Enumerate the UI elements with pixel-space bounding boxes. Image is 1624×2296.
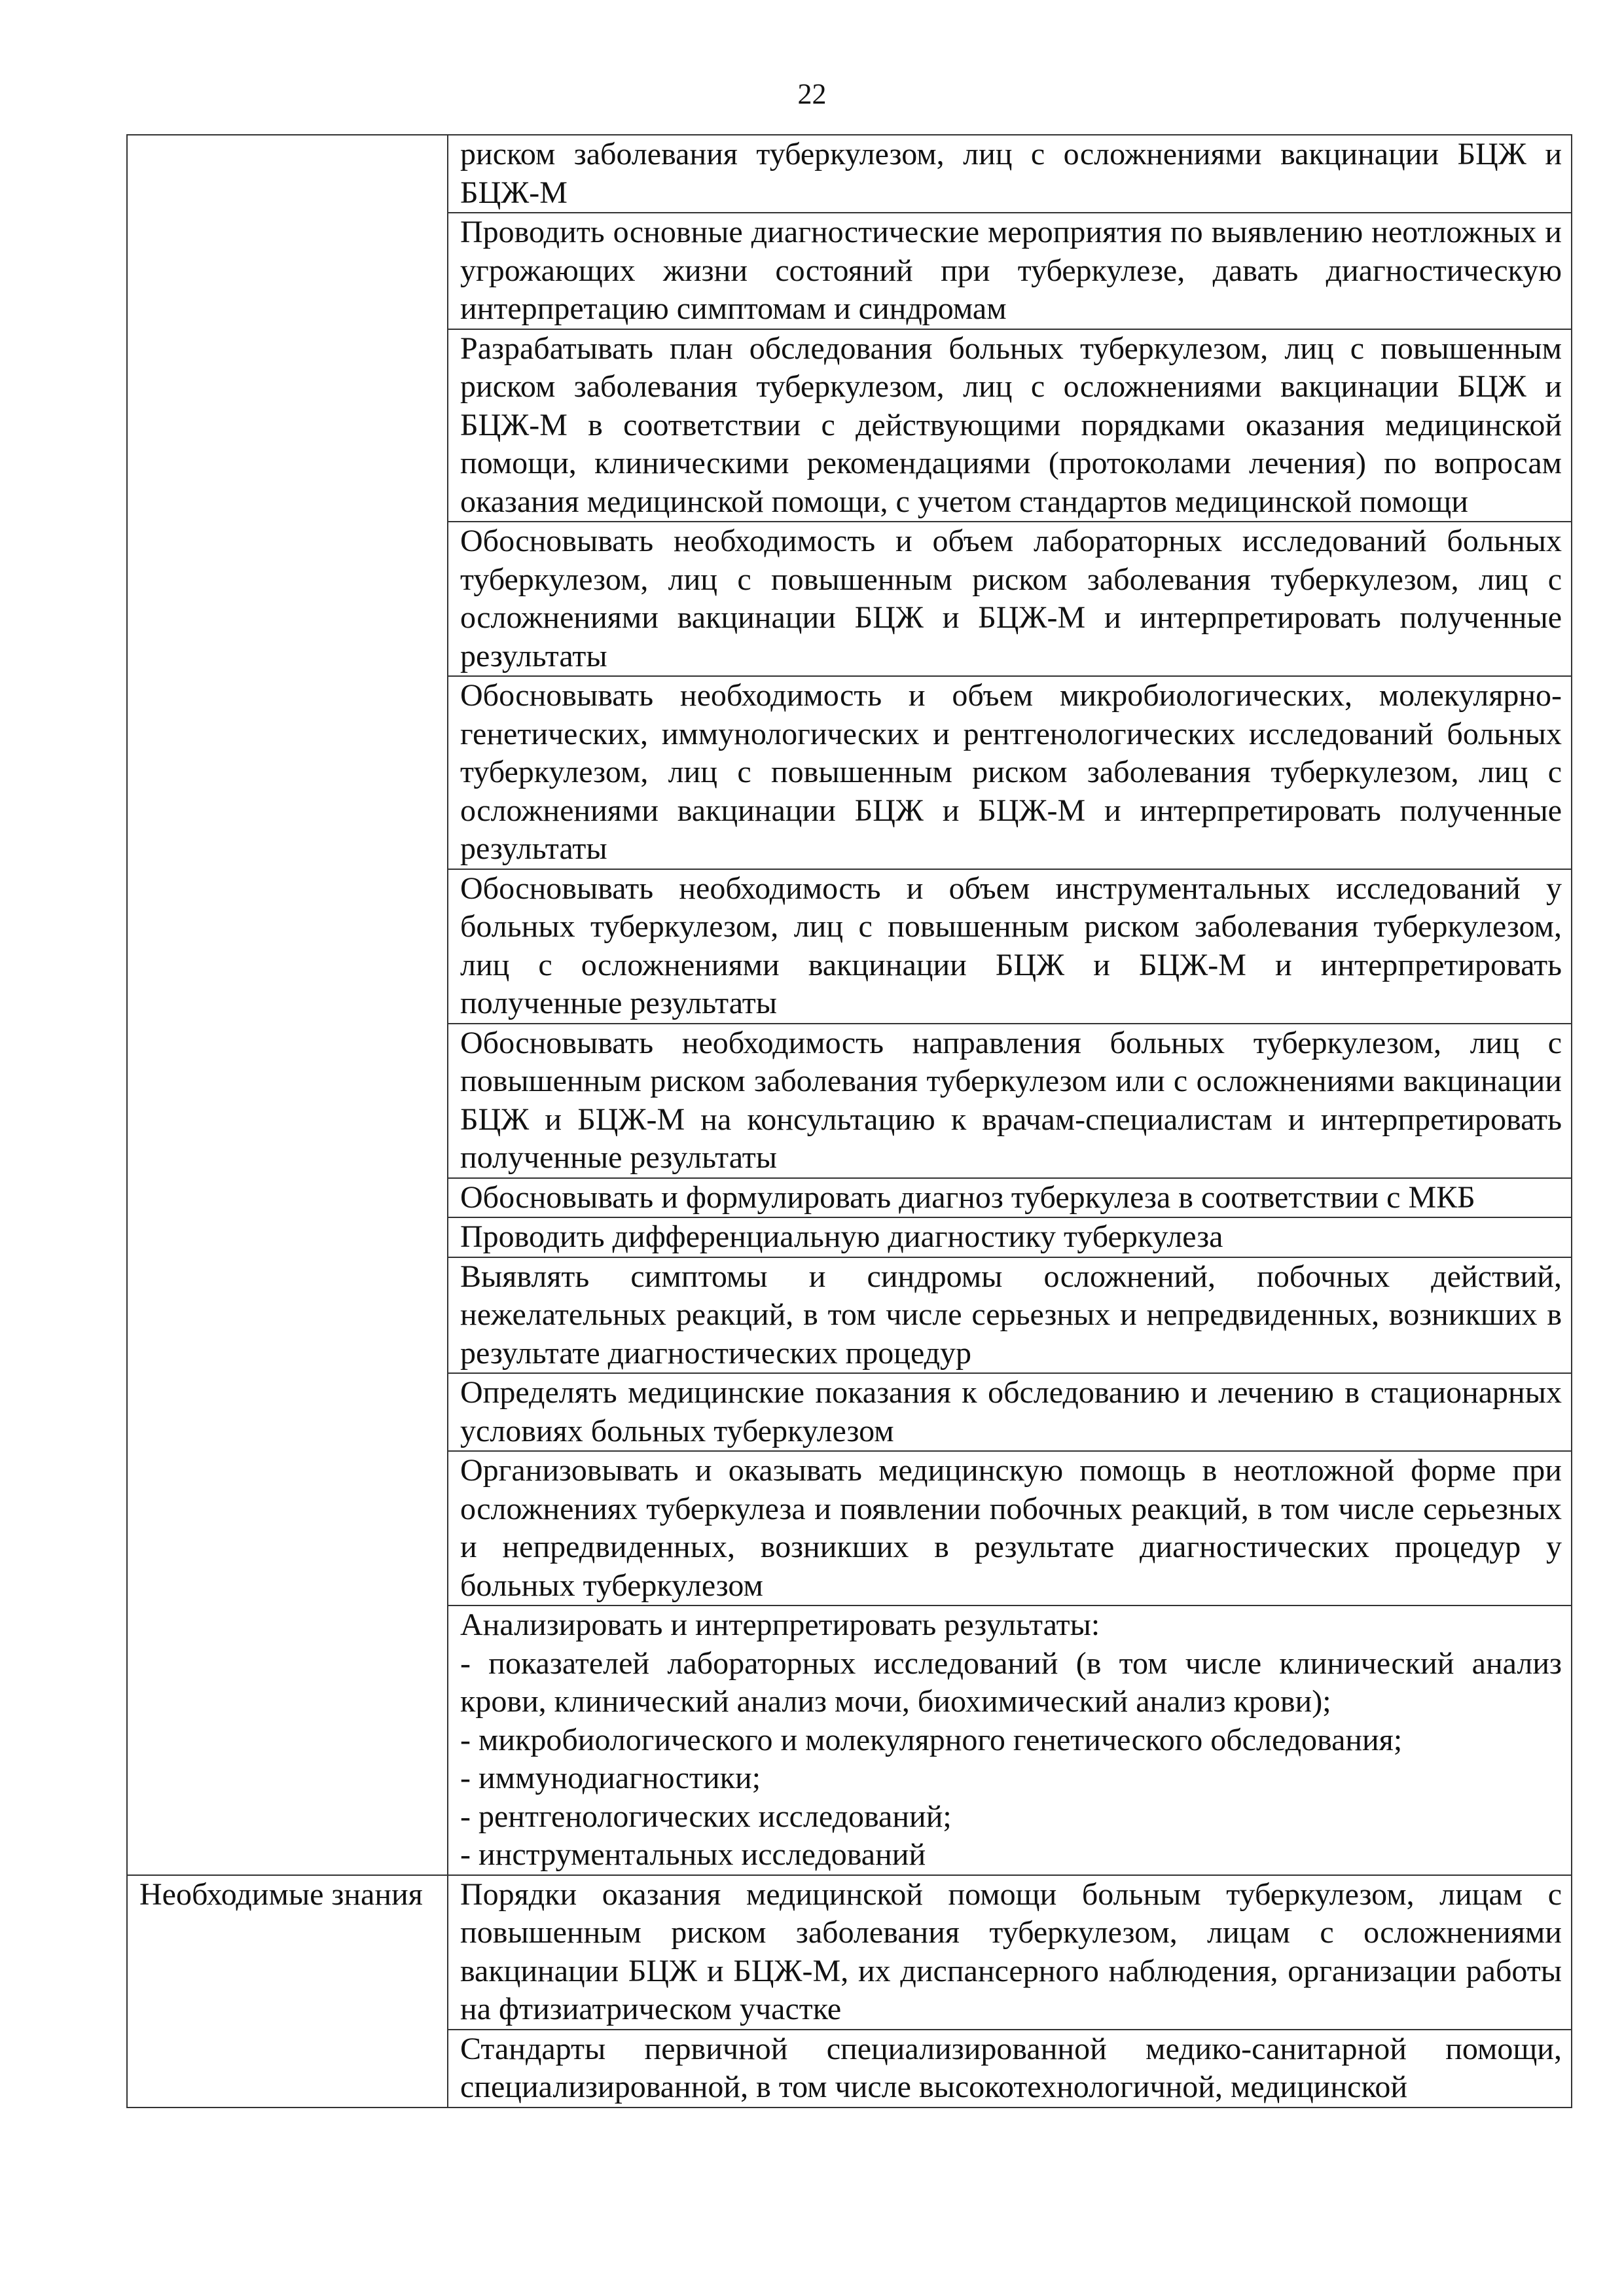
- list-item: - иммунодиагностики;: [460, 1761, 761, 1795]
- requirements-table: [126, 134, 1572, 2108]
- section-label-cell: Необходимые знания: [127, 1875, 448, 2108]
- list-item: - инструментальных исследований: [460, 1837, 926, 1872]
- table-cell: Обосновывать необходимость и объем инструментальных исследований у больных туберкулезом, лиц с повышенным риском заболевания туберкулезом, лиц с осложнениями вакцинации БЦЖ и БЦЖ-М и интерпретировать полученные результаты: [448, 869, 1572, 1024]
- table-row: [127, 1875, 1572, 2030]
- page-number: 22: [797, 78, 827, 110]
- list-item: - рентгенологических исследований;: [460, 1799, 952, 1834]
- table-cell: Обосновывать и формулировать диагноз туберкулеза в соответствии с МКБ: [448, 1178, 1572, 1218]
- list-item: - показателей лабораторных исследований (в том числе клинический анализ крови, клинический анализ мочи, биохимический анализ крови);: [460, 1645, 1562, 1719]
- table-cell: Проводить основные диагностические мероприятия по выявлению неотложных и угрожающих жизни состояний при туберкулезе, давать диагностическую интерпретацию симптомам и синдромам: [448, 213, 1572, 329]
- list-intro: Анализировать и интерпретировать результаты:: [460, 1607, 1100, 1642]
- table-cell: Обосновывать необходимость и объем лабораторных исследований больных туберкулезом, лиц с повышенным риском заболевания туберкулезом, лиц с осложнениями вакцинации БЦЖ и БЦЖ-М и интерпретировать полученные результаты: [448, 522, 1572, 676]
- table-cell: Порядки оказания медицинской помощи больным туберкулезом, лицам с повышенным риском заболевания туберкулезом, лицам с осложнениями вакцинации БЦЖ и БЦЖ-М, их диспансерного наблюдения, организации работы на фтизиатрическом участке: [448, 1875, 1572, 2030]
- table-cell: Определять медицинские показания к обследованию и лечению в стационарных условиях больных туберкулезом: [448, 1373, 1572, 1451]
- table-row: [127, 135, 1572, 213]
- table-cell: Стандарты первичной специализированной медико-санитарной помощи, специализированной, в том числе высокотехнологичной, медицинской: [448, 2030, 1572, 2108]
- table-cell: Обосновывать необходимость и объем микробиологических, молекулярно-генетических, иммунологических и рентгенологических исследований больных туберкулезом, лиц с повышенным риском заболевания туберкулезом, лиц с осложнениями вакцинации БЦЖ и БЦЖ-М и интерпретировать полученные результаты: [448, 676, 1572, 869]
- list-item: - микробиологического и молекулярного генетического обследования;: [460, 1722, 1403, 1757]
- table-cell: Выявлять симптомы и синдромы осложнений, побочных действий, нежелательных реакций, в том числе серьезных и непредвиденных, возникших в результате диагностических процедур: [448, 1257, 1572, 1374]
- section-label-cell: [127, 135, 448, 1875]
- table-cell-list: [448, 1605, 1572, 1875]
- table-cell: Организовывать и оказывать медицинскую помощь в неотложной форме при осложнениях туберкулеза и появлении побочных реакций, в том числе серьезных и непредвиденных, возникших в результате диагностических процедур у больных туберкулезом: [448, 1451, 1572, 1605]
- table-cell: Разрабатывать план обследования больных туберкулезом, лиц с повышенным риском заболевания туберкулезом, лиц с осложнениями вакцинации БЦЖ и БЦЖ-М в соответствии с действующими порядками оказания медицинской помощи, клиническими рекомендациями (протоколами лечения) по вопросам оказания медицинской помощи, с учетом стандартов медицинской помощи: [448, 329, 1572, 522]
- table-cell: Проводить дифференциальную диагностику туберкулеза: [448, 1217, 1572, 1257]
- table-cell: риском заболевания туберкулезом, лиц с осложнениями вакцинации БЦЖ и БЦЖ-М: [448, 135, 1572, 213]
- table-cell: Обосновывать необходимость направления больных туберкулезом, лиц с повышенным риском заболевания туберкулезом или с осложнениями вакцинации БЦЖ и БЦЖ-М на консультацию к врачам-специалистам и интерпретировать полученные результаты: [448, 1024, 1572, 1178]
